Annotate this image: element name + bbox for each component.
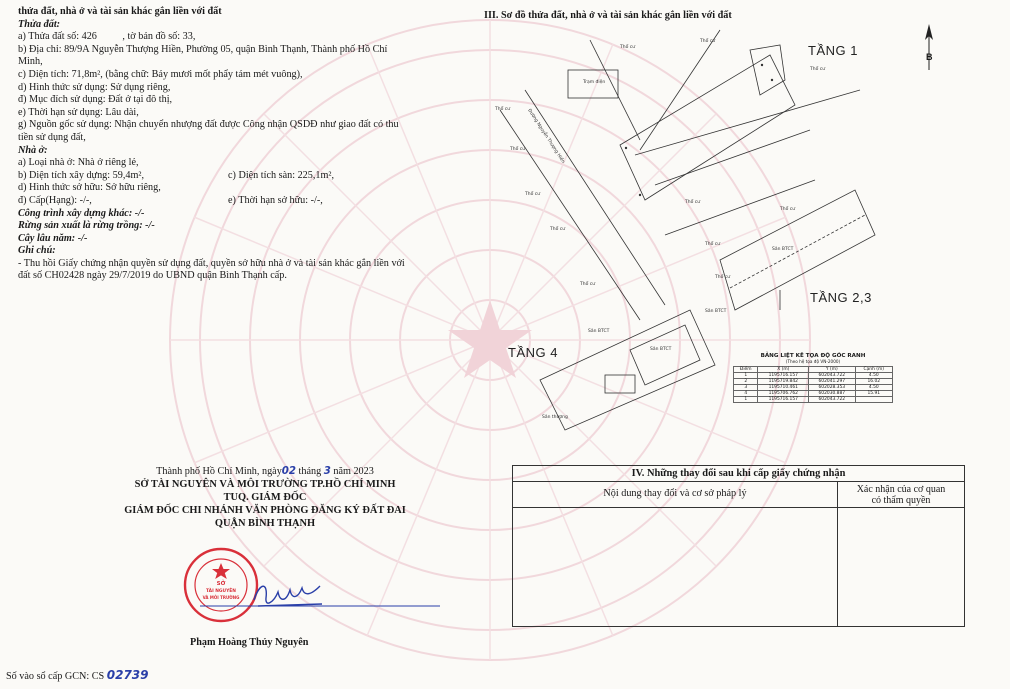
sign-year: năm 2023 (333, 466, 374, 477)
map-heading: III. Sơ đồ thửa đất, nhà ở và tài sản khác gắn liền với đất (484, 10, 732, 21)
sign-month-prefix: tháng (298, 466, 322, 477)
coord-cell: 16.02 (855, 379, 892, 385)
house-grade-row (18, 195, 488, 208)
label-the-cu-11: Thổ cư (780, 207, 796, 212)
perennial-trees: Cây lâu năm: -/- (18, 232, 88, 244)
land-origin-line2: tiền sử dụng đất, (18, 131, 86, 143)
changes-col-confirm (838, 482, 964, 507)
land-use-form: d) Hình thức sử dụng: Sử dụng riêng, (18, 81, 171, 93)
label-the-cu-1: Thổ cư (620, 45, 636, 50)
changes-table (512, 465, 965, 627)
label-san-thuong: Sân thượng (542, 415, 568, 420)
label-the-cu-10: Thổ cư (715, 275, 731, 280)
house-ownership: d) Hình thức sở hữu: Sở hữu riêng, (18, 182, 161, 194)
coord-title: BẢNG LIỆT KÊ TỌA ĐỘ GÓC RANH (760, 353, 866, 359)
coord-cell: 2 (734, 379, 758, 385)
land-address-line2: Minh, (18, 56, 43, 68)
floor23-label: TẦNG 2,3 (810, 290, 872, 305)
label-the-cu-7: Thổ cư (580, 282, 596, 287)
land-use-term: e) Thời hạn sử dụng: Lâu dài, (18, 106, 139, 118)
house-build-area: b) Diện tích xây dựng: 59,4m², (18, 169, 144, 181)
coord-cell (855, 397, 892, 403)
other-construction: Công trình xây dựng khác: -/- (18, 207, 145, 219)
svg-text:TÀI NGUYÊN: TÀI NGUYÊN (206, 589, 236, 594)
changes-body (513, 508, 964, 626)
coord-cell: 602041.297 (809, 379, 855, 385)
coord-cell: 1195706.762 (758, 391, 809, 397)
label-tram-dien: Trạm điện (583, 80, 606, 85)
notes-line2: đất số CH02428 ngày 29/7/2019 do UBND quận Bình Thạnh cấp. (18, 270, 287, 282)
label-road: Đường Nguyễn Thượng Hiền (526, 108, 566, 165)
coord-cell: 602043.722 (809, 373, 855, 379)
coord-cell: 4.50 (855, 385, 892, 391)
label-the-cu-8: Thổ cư (685, 200, 701, 205)
changes-col-confirm-line1: Xác nhận của cơ quan (856, 484, 946, 495)
label-san-btct-2: Sân BTCT (705, 309, 727, 314)
sign-title1: GIÁM ĐỐC CHI NHÁNH VĂN PHÒNG ĐĂNG KÝ ĐẤT ĐAI (124, 505, 406, 516)
coord-row (734, 397, 893, 403)
changes-body-content (513, 508, 838, 626)
coord-cell: 1195716.157 (758, 373, 809, 379)
north-arrow-icon (922, 24, 936, 70)
place-date (100, 465, 430, 478)
registry-number (6, 668, 149, 682)
house-term: e) Thời hạn sở hữu: -/-, (228, 194, 323, 206)
place-date-prefix: Thành phố Hồ Chí Minh, ngày (156, 466, 282, 477)
notes-line1: - Thu hồi Giấy chứng nhận quyền sử dụng đất, quyền sở hữu nhà ở và tài sản khác gắn liền với (18, 257, 405, 269)
coord-cell: 4.50 (855, 373, 892, 379)
label-the-cu-4: Thổ cư (510, 147, 526, 152)
coord-header-cell: X (m) (758, 367, 809, 373)
changes-header-row (513, 482, 964, 508)
label-the-cu-3: Thổ cư (495, 107, 511, 112)
north-label: B (926, 52, 933, 62)
coord-header-cell: Điểm (734, 367, 758, 373)
sign-day: 02 (281, 466, 296, 477)
label-the-cu-9: Thổ cư (705, 242, 721, 247)
signer-name: Phạm Hoàng Thủy Nguyên (190, 637, 309, 648)
land-area: c) Diện tích: 71,8m², (bằng chữ: Bảy mươi mốt phẩy tám mét vuông), (18, 68, 303, 80)
coord-subtitle: (Theo hệ tọa độ VN-2000) (785, 359, 841, 364)
land-use-purpose: đ) Mục đích sử dụng: Đất ở tại đô thị, (18, 94, 173, 106)
coord-header-cell: Cạnh (m) (855, 367, 892, 373)
floor1-label: TẦNG 1 (808, 43, 858, 58)
label-the-cu-5: Thổ cư (525, 192, 541, 197)
house-type: a) Loại nhà ở: Nhà ở riêng lẻ, (18, 157, 139, 169)
house-grade: đ) Cấp(Hạng): -/-, (18, 194, 92, 206)
signature-underline (200, 604, 440, 608)
registry-value: 02739 (106, 668, 149, 682)
coord-cell: 602043.722 (809, 397, 855, 403)
coord-cell: 3 (734, 385, 758, 391)
planted-forest: Rừng sản xuất là rừng trồng: -/- (18, 220, 155, 232)
section-heading: thửa đất, nhà ở và tài sản khác gắn liền với đất (18, 6, 222, 17)
land-parcel-number: a) Thửa đất số: 426 , tờ bản đồ số: 33, (18, 31, 196, 43)
house-floor-area: c) Diện tích sàn: 225,1m², (228, 169, 335, 181)
official-seal (183, 547, 259, 623)
signature-block (100, 465, 430, 530)
label-san-btct-3: Sân BTCT (588, 329, 610, 334)
coord-cell: 1195716.157 (758, 397, 809, 403)
coord-cell: 15.91 (855, 391, 892, 397)
changes-col-confirm-line2: có thẩm quyền (871, 495, 931, 506)
coord-cell: 1195710.461 (758, 385, 809, 391)
coord-cell: 602030.887 (809, 391, 855, 397)
coordinate-table (733, 353, 893, 403)
house-heading: Nhà ở: (18, 144, 48, 156)
label-the-cu-6: Thổ cư (550, 227, 566, 232)
sign-title2: QUẬN BÌNH THẠNH (214, 518, 316, 529)
changes-title: IV. Những thay đổi sau khi cấp giấy chứng nhận (513, 466, 964, 482)
land-origin-line1: g) Nguồn gốc sử dụng: Nhận chuyển nhượng đất được Công nhận QSDĐ như giao đất có thu (18, 119, 399, 131)
floor4-label: TẦNG 4 (508, 345, 558, 360)
coord-header-cell: Y (m) (809, 367, 855, 373)
sign-tuq: TUQ. GIÁM ĐỐC (223, 492, 307, 503)
svg-text:SỞ: SỞ (216, 581, 226, 587)
registry-label: Số vào sổ cấp GCN: CS (6, 671, 105, 682)
coord-cell: 1 (734, 397, 758, 403)
label-the-cu-12: Thổ cư (810, 67, 826, 72)
notes-heading: Ghi chú: (18, 245, 56, 257)
house-area-row (18, 170, 488, 183)
sign-month: 3 (323, 466, 331, 477)
label-the-cu-2: Thổ cư (700, 39, 716, 44)
land-address-line1: b) Địa chỉ: 89/9A Nguyễn Thượng Hiền, Phường 05, quận Bình Thạnh, Thành phố Hồ Chí (18, 43, 388, 55)
changes-col-content: Nội dung thay đổi và cơ sở pháp lý (513, 482, 838, 507)
land-heading: Thửa đất: (18, 18, 61, 30)
changes-body-confirm (838, 508, 964, 626)
label-san-btct-4: Sân BTCT (650, 347, 672, 352)
coord-cell: 4 (734, 391, 758, 397)
sign-org: SỞ TÀI NGUYÊN VÀ MÔI TRƯỜNG TP.HỒ CHÍ MINH (134, 479, 396, 490)
coord-cell: 1195719.842 (758, 379, 809, 385)
label-san-btct-1: Sân BTCT (772, 247, 794, 252)
left-info-column (18, 6, 488, 283)
coord-cell: 602028.353 (809, 385, 855, 391)
coord-cell: 1 (734, 373, 758, 379)
svg-text:VÀ MÔI TRƯỜNG: VÀ MÔI TRƯỜNG (202, 595, 240, 600)
